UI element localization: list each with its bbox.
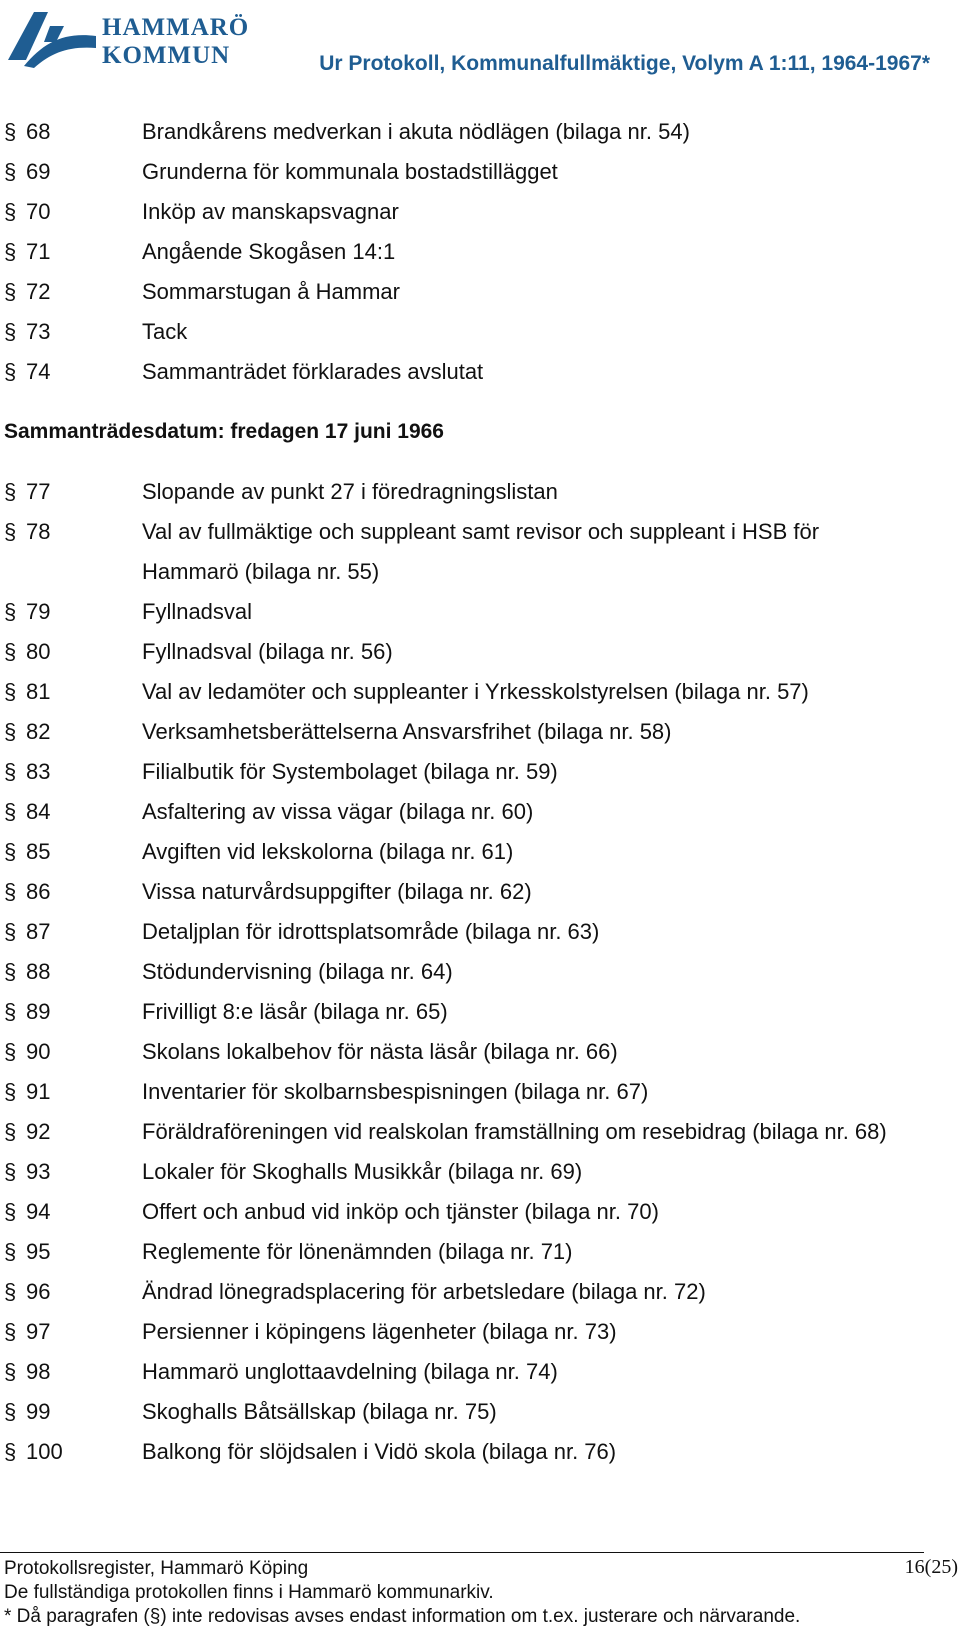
paragraph-title: Inköp av manskapsvagnar	[142, 199, 399, 224]
paragraph-sign: §	[4, 1199, 17, 1224]
paragraph-row	[0, 1072, 960, 1112]
paragraph-list-part-1	[0, 112, 960, 392]
paragraph-number: 68	[26, 119, 51, 144]
paragraph-title: Verksamhetsberättelserna Ansvarsfrihet (bilaga nr. 58)	[142, 719, 672, 744]
footer-divider	[0, 1552, 924, 1553]
paragraph-title: Lokaler för Skoghalls Musikkår (bilaga nr. 69)	[142, 1159, 583, 1184]
paragraph-row	[0, 1152, 960, 1192]
paragraph-row	[0, 1192, 960, 1232]
paragraph-sign: §	[4, 719, 17, 744]
paragraph-title: Persienner i köpingens lägenheter (bilaga nr. 73)	[142, 1319, 617, 1344]
paragraph-row	[0, 752, 960, 792]
paragraph-number: 72	[26, 279, 51, 304]
paragraph-row	[0, 472, 960, 512]
paragraph-number: 86	[26, 879, 51, 904]
paragraph-row	[0, 1272, 960, 1312]
paragraph-number: 97	[26, 1319, 51, 1344]
paragraph-number: 88	[26, 959, 51, 984]
paragraph-row	[0, 112, 960, 152]
paragraph-sign: §	[4, 799, 17, 824]
paragraph-title: Reglemente för lönenämnden (bilaga nr. 71)	[142, 1239, 573, 1264]
paragraph-number: 93	[26, 1159, 51, 1184]
paragraph-row	[0, 512, 960, 552]
paragraph-sign: §	[4, 159, 17, 184]
paragraph-number: 95	[26, 1239, 51, 1264]
paragraph-title: Inventarier för skolbarnsbespisningen (bilaga nr. 67)	[142, 1079, 649, 1104]
paragraph-title: Föräldraföreningen vid realskolan framställning om resebidrag (bilaga nr. 68)	[142, 1119, 887, 1144]
hammaro-kommun-logo	[4, 2, 250, 74]
paragraph-row	[0, 992, 960, 1032]
paragraph-title: Asfaltering av vissa vägar (bilaga nr. 60)	[142, 799, 534, 824]
paragraph-sign: §	[4, 519, 17, 544]
paragraph-row	[0, 1112, 960, 1152]
paragraph-number: 82	[26, 719, 51, 744]
paragraph-row	[0, 592, 960, 632]
paragraph-row	[0, 1392, 960, 1432]
paragraph-title: Skoghalls Båtsällskap (bilaga nr. 75)	[142, 1399, 497, 1424]
paragraph-title: Filialbutik för Systembolaget (bilaga nr. 59)	[142, 759, 558, 784]
paragraph-sign: §	[4, 1039, 17, 1064]
paragraph-number: 94	[26, 1199, 51, 1224]
paragraph-sign: §	[4, 1119, 17, 1144]
paragraph-sign: §	[4, 879, 17, 904]
paragraph-sign: §	[4, 1439, 17, 1464]
paragraph-title: Brandkårens medverkan i akuta nödlägen (bilaga nr. 54)	[142, 119, 690, 144]
paragraph-sign: §	[4, 959, 17, 984]
paragraph-row	[0, 952, 960, 992]
paragraph-title: Tack	[142, 319, 188, 344]
paragraph-row	[0, 192, 960, 232]
paragraph-sign: §	[4, 1159, 17, 1184]
paragraph-number: 87	[26, 919, 51, 944]
paragraph-row	[0, 632, 960, 672]
paragraph-row	[0, 1352, 960, 1392]
logo-text-line2: KOMMUN	[102, 42, 231, 69]
paragraph-title: Hammarö unglottaavdelning (bilaga nr. 74)	[142, 1359, 558, 1384]
paragraph-row	[0, 1232, 960, 1272]
paragraph-title: Avgiften vid lekskolorna (bilaga nr. 61)	[142, 839, 514, 864]
meeting-date-heading: Sammanträdesdatum: fredagen 17 juni 1966	[4, 420, 444, 443]
paragraph-row	[0, 352, 960, 392]
paragraph-sign: §	[4, 359, 17, 384]
paragraph-number: 99	[26, 1399, 51, 1424]
paragraph-sign: §	[4, 1399, 17, 1424]
paragraph-sign: §	[4, 839, 17, 864]
paragraph-number: 77	[26, 479, 51, 504]
paragraph-sign: §	[4, 1359, 17, 1384]
paragraph-sign: §	[4, 759, 17, 784]
paragraph-title: Skolans lokalbehov för nästa läsår (bilaga nr. 66)	[142, 1039, 618, 1064]
paragraph-title: Sammanträdet förklarades avslutat	[142, 359, 484, 384]
paragraph-sign: §	[4, 919, 17, 944]
paragraph-row	[0, 1032, 960, 1072]
footer-register-name: Protokollsregister, Hammarö Köping	[4, 1558, 309, 1579]
paragraph-sign: §	[4, 679, 17, 704]
paragraph-row	[0, 272, 960, 312]
paragraph-title: Grunderna för kommunala bostadstillägget	[142, 159, 558, 184]
paragraph-number: 85	[26, 839, 51, 864]
paragraph-sign: §	[4, 279, 17, 304]
paragraph-sign: §	[4, 599, 17, 624]
paragraph-row	[0, 872, 960, 912]
paragraph-row	[0, 832, 960, 872]
paragraph-number: 84	[26, 799, 51, 824]
paragraph-sign: §	[4, 999, 17, 1024]
paragraph-row	[0, 792, 960, 832]
page-header	[0, 0, 960, 92]
paragraph-number: 96	[26, 1279, 51, 1304]
page-number: 16(25)	[904, 1556, 958, 1578]
paragraph-sign: §	[4, 319, 17, 344]
paragraph-title: Fyllnadsval (bilaga nr. 56)	[142, 639, 393, 664]
logo-mark-icon	[4, 2, 100, 70]
paragraph-number: 100	[26, 1439, 63, 1464]
paragraph-title: Ändrad lönegradsplacering för arbetsledare (bilaga nr. 72)	[142, 1279, 706, 1304]
paragraph-title: Frivilligt 8:e läsår (bilaga nr. 65)	[142, 999, 448, 1024]
paragraph-row	[0, 912, 960, 952]
paragraph-number: 79	[26, 599, 51, 624]
paragraph-number: 80	[26, 639, 51, 664]
paragraph-sign: §	[4, 239, 17, 264]
paragraph-number: 78	[26, 519, 51, 544]
paragraph-list	[0, 112, 960, 1472]
paragraph-sign: §	[4, 639, 17, 664]
paragraph-title: Stödundervisning (bilaga nr. 64)	[142, 959, 453, 984]
paragraph-sign: §	[4, 1319, 17, 1344]
document-title: Ur Protokoll, Kommunalfullmäktige, Volym A 1:11, 1964-1967*	[319, 52, 930, 75]
paragraph-row	[0, 1432, 960, 1472]
paragraph-row	[0, 152, 960, 192]
logo-text-line1: HAMMARÖ	[102, 14, 250, 41]
paragraph-number: 90	[26, 1039, 51, 1064]
paragraph-number: 74	[26, 359, 51, 384]
paragraph-number: 92	[26, 1119, 51, 1144]
paragraph-row	[0, 1312, 960, 1352]
paragraph-row-continuation	[0, 552, 960, 592]
footer-asterisk-note: * Då paragrafen (§) inte redovisas avses endast information om t.ex. justerare och närvarande.	[4, 1606, 801, 1627]
paragraph-title: Vissa naturvårdsuppgifter (bilaga nr. 62)	[142, 879, 532, 904]
paragraph-title: Val av ledamöter och suppleanter i Yrkesskolstyrelsen (bilaga nr. 57)	[142, 679, 809, 704]
paragraph-sign: §	[4, 1239, 17, 1264]
paragraph-sign: §	[4, 199, 17, 224]
paragraph-title: Val av fullmäktige och suppleant samt revisor och suppleant i HSB för	[142, 519, 820, 544]
paragraph-list-part-2	[0, 472, 960, 1472]
paragraph-number: 69	[26, 159, 51, 184]
paragraph-row	[0, 672, 960, 712]
paragraph-title-continuation: Hammarö (bilaga nr. 55)	[142, 559, 380, 584]
paragraph-number: 71	[26, 239, 51, 264]
paragraph-title: Angående Skogåsen 14:1	[142, 239, 396, 264]
paragraph-sign: §	[4, 479, 17, 504]
paragraph-title: Sommarstugan å Hammar	[142, 279, 400, 304]
paragraph-title: Balkong för slöjdsalen i Vidö skola (bilaga nr. 76)	[142, 1439, 617, 1464]
paragraph-number: 70	[26, 199, 51, 224]
paragraph-number: 89	[26, 999, 51, 1024]
paragraph-sign: §	[4, 119, 17, 144]
paragraph-title: Detaljplan för idrottsplatsområde (bilaga nr. 63)	[142, 919, 600, 944]
paragraph-sign: §	[4, 1079, 17, 1104]
paragraph-row	[0, 712, 960, 752]
paragraph-number: 81	[26, 679, 51, 704]
paragraph-title: Fyllnadsval	[142, 599, 253, 624]
paragraph-number: 83	[26, 759, 51, 784]
paragraph-number: 91	[26, 1079, 51, 1104]
paragraph-title: Offert och anbud vid inköp och tjänster (bilaga nr. 70)	[142, 1199, 659, 1224]
paragraph-sign: §	[4, 1279, 17, 1304]
paragraph-number: 73	[26, 319, 51, 344]
footer-archive-note: De fullständiga protokollen finns i Hammarö kommunarkiv.	[4, 1582, 494, 1603]
paragraph-title: Slopande av punkt 27 i föredragningslistan	[142, 479, 558, 504]
paragraph-row	[0, 312, 960, 352]
paragraph-number: 98	[26, 1359, 51, 1384]
paragraph-row	[0, 232, 960, 272]
